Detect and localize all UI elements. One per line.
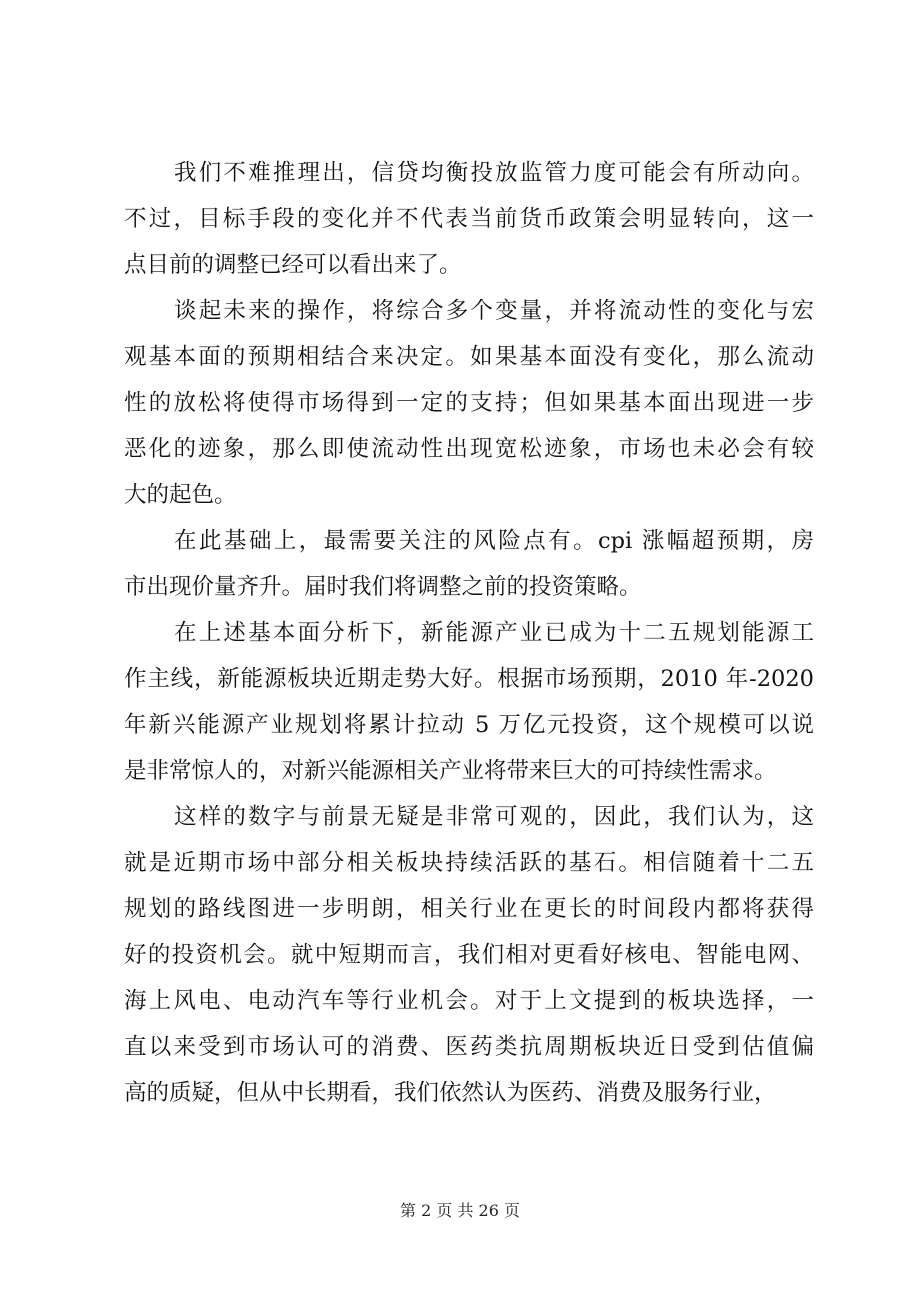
text-line: 作主线，新能源板块近期走势大好。根据市场预期，2010 年-2020: [124, 666, 814, 692]
text-line: 直以来受到市场认可的消费、医药类抗周期板块近日受到估值偏: [124, 1034, 814, 1060]
text-line: 这样的数字与前景无疑是非常可观的，因此，我们认为，这: [174, 804, 814, 830]
text-line: 点目前的调整已经可以看出来了。: [124, 252, 462, 278]
page-number-footer: 第 2 页 共 26 页: [400, 1201, 520, 1220]
paragraph-3: [124, 518, 814, 610]
text-line: 观基本面的预期相结合来决定。如果基本面没有变化，那么流动: [124, 344, 814, 370]
text-line: 就是近期市场中部分相关板块持续活跃的基石。相信随着十二五: [124, 850, 814, 876]
text-line: 在此基础上，最需要关注的风险点有。cpi 涨幅超预期，房: [174, 528, 814, 554]
text-line: 我们不难推理出，信贷均衡投放监管力度可能会有所动向。: [174, 160, 814, 186]
paragraph-5: [124, 794, 814, 1116]
text-line: 市出现价量齐升。届时我们将调整之前的投资策略。: [124, 574, 642, 600]
text-line: 是非常惊人的，对新兴能源相关产业将带来巨大的可持续性需求。: [124, 758, 777, 784]
text-line: 海上风电、电动汽车等行业机会。对于上文提到的板块选择，一: [124, 988, 814, 1014]
document-body: [124, 150, 814, 1116]
text-line: 性的放松将使得市场得到一定的支持；但如果基本面出现进一步: [124, 390, 814, 416]
paragraph-4: [124, 610, 814, 794]
text-line: 高的质疑，但从中长期看，我们依然认为医药、消费及服务行业，: [124, 1080, 777, 1106]
text-line: 恶化的迹象，那么即使流动性出现宽松迹象，市场也未必会有较: [124, 436, 814, 462]
text-line: 大的起色。: [124, 482, 237, 508]
text-line: 谈起未来的操作，将综合多个变量，并将流动性的变化与宏: [174, 298, 814, 324]
paragraph-1: [124, 150, 814, 288]
text-line: 在上述基本面分析下，新能源产业已成为十二五规划能源工: [174, 620, 814, 646]
text-line: 年新兴能源产业规划将累计拉动 5 万亿元投资，这个规模可以说: [124, 712, 814, 738]
text-line: 好的投资机会。就中短期而言，我们相对更看好核电、智能电网、: [124, 942, 814, 968]
text-line: 规划的路线图进一步明朗，相关行业在更长的时间段内都将获得: [124, 896, 814, 922]
text-line: 不过，目标手段的变化并不代表当前货币政策会明显转向，这一: [124, 206, 814, 232]
paragraph-2: [124, 288, 814, 518]
